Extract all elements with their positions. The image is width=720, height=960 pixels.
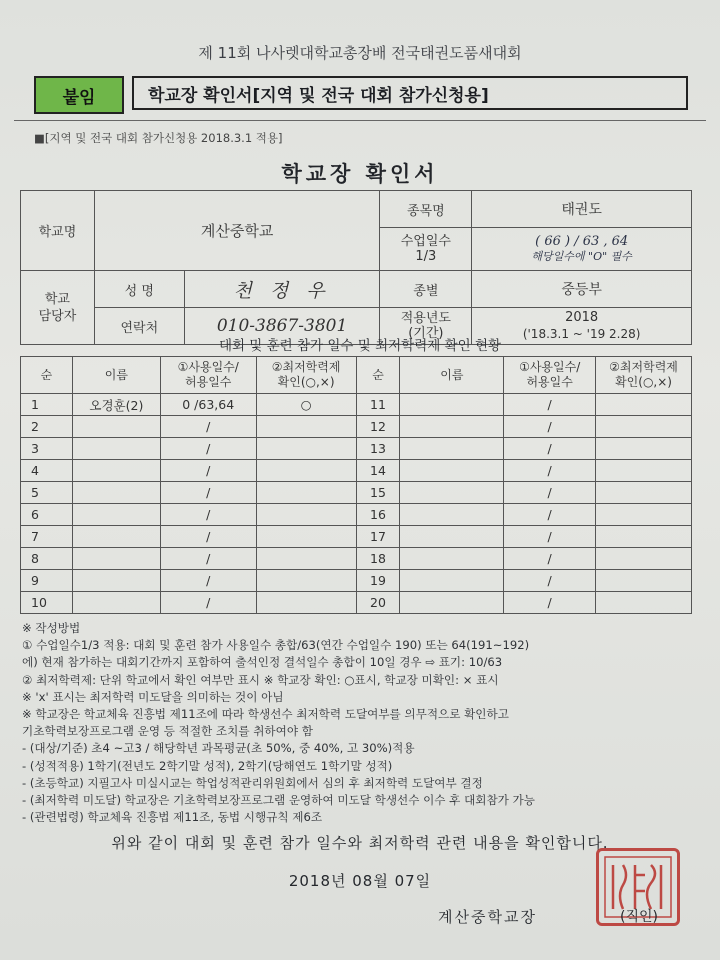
instruction-line: - (성적적용) 1학기(전년도 2학기말 성적), 2학기(당해연도 1학기말 성적): [22, 758, 393, 773]
instructions: [22, 620, 702, 826]
row-number: 2: [21, 416, 73, 438]
row-name: [72, 416, 160, 438]
col-days-2: 허용일수: [185, 375, 232, 389]
row-days: /: [160, 526, 256, 548]
row-name: [400, 570, 504, 592]
division-label: 종별: [380, 271, 472, 308]
row-name: [72, 570, 160, 592]
row-name: [72, 482, 160, 504]
col-name: 이름: [72, 357, 160, 394]
row-number: 1: [21, 394, 73, 416]
row-check: [596, 526, 692, 548]
section-title: 대회 및 훈련 참가 일수 및 최저학력제 확인 현황: [218, 338, 502, 354]
row-name: [400, 460, 504, 482]
row-name: [72, 548, 160, 570]
row-check: [596, 548, 692, 570]
row-days: /: [160, 504, 256, 526]
row-check: [256, 504, 356, 526]
contact-value: 010-3867-3801: [184, 308, 380, 345]
row-days: /: [160, 570, 256, 592]
days-note: 해당일수에 "O" 필수: [531, 250, 632, 263]
days-label-fraction: 1/3: [415, 249, 437, 264]
row-number: 16: [356, 504, 400, 526]
row-check: [256, 548, 356, 570]
seal-label: (직인): [620, 909, 658, 925]
table-row: [21, 394, 692, 416]
row-check: [256, 460, 356, 482]
row-days: /: [160, 592, 256, 614]
confirm-statement: 위와 같이 대회 및 훈련 참가 일수와 최저학력 관련 내용을 확인합니다.: [111, 834, 609, 852]
attachment-tag: 붙임: [34, 76, 124, 114]
row-name: [400, 526, 504, 548]
table-row: [21, 460, 692, 482]
year-range: ('18.3.1 ~ '19 2.28): [522, 327, 641, 341]
instruction-line: ※ 'x' 표시는 최저학력 미도달을 의미하는 것이 아님: [22, 689, 284, 704]
row-check: [596, 416, 692, 438]
row-check: ○: [256, 394, 356, 416]
row-days: /: [160, 482, 256, 504]
row-days: /: [504, 394, 596, 416]
row-check: [256, 482, 356, 504]
row-days: /: [504, 438, 596, 460]
row-number: 3: [21, 438, 73, 460]
col-days-right: ①사용일수/: [519, 360, 581, 374]
row-days: /: [504, 548, 596, 570]
instruction-line: ※ 작성방법: [22, 621, 81, 635]
row-name: [400, 438, 504, 460]
col-min-right-2: 확인(○,×): [615, 375, 672, 389]
division-value: 중등부: [472, 271, 692, 308]
col-no-right: 순: [356, 357, 400, 394]
row-name: [400, 416, 504, 438]
contact-label: 연락처: [94, 308, 184, 345]
row-name: [72, 592, 160, 614]
instruction-line: ※ 학교장은 학교체육 진흥법 제11조에 따라 학생선수 최저학력 도달여부를 의무적으로 확인하고: [22, 707, 509, 722]
instruction-line: - (최저학력 미도달) 학교장은 기초학력보장프로그램 운영하여 미도달 학생선수 이수 후 대회참가 가능: [22, 793, 535, 808]
instruction-line: - (초등학교) 지필고사 미실시교는 학업성적관리위원회에서 심의 후 최저학력 도달여부 결정: [22, 775, 483, 790]
applicable-note: ■[지역 및 전국 대회 참가신청용 2018.3.1 적용]: [34, 131, 283, 145]
row-name: [400, 592, 504, 614]
days-label: 수업일수: [400, 234, 451, 249]
row-number: 5: [21, 482, 73, 504]
row-name: [400, 482, 504, 504]
divider: [14, 120, 706, 121]
info-table: [20, 190, 692, 345]
row-check: [596, 460, 692, 482]
row-name: [72, 438, 160, 460]
row-days: /: [504, 504, 596, 526]
year-value: 2018: [565, 310, 599, 325]
row-name: [400, 504, 504, 526]
event-title: 제 11회 나사렛대학교총장배 전국태권도품새대회: [198, 44, 522, 62]
sport-value: 태권도: [472, 191, 692, 228]
row-days: /: [504, 592, 596, 614]
instruction-line: ② 최저학력제: 단위 학교에서 확인 여부만 표시 ※ 학교장 확인: ○표시, 학교장 미확인: × 표시: [22, 672, 499, 687]
row-check: [256, 592, 356, 614]
row-days: /: [504, 416, 596, 438]
col-min-2: 확인(○,×): [277, 375, 335, 389]
row-check: [596, 482, 692, 504]
row-number: 15: [356, 482, 400, 504]
year-label: 적용년도: [400, 311, 451, 326]
col-days-right-2: 허용일수: [526, 375, 573, 389]
days-value: ( 66 ) / 63 , 64: [535, 234, 629, 249]
row-number: 12: [356, 416, 400, 438]
school-label: 학교명: [21, 191, 95, 271]
row-check: [596, 592, 692, 614]
school-value: 계산중학교: [94, 191, 380, 271]
instruction-line: 에) 현재 참가하는 대회기간까지 포함하여 출석인정 결석일수 총합이 10일 경우 ⇨ 표기: 10/63: [22, 655, 503, 670]
row-number: 17: [356, 526, 400, 548]
row-days: /: [504, 482, 596, 504]
row-number: 13: [356, 438, 400, 460]
instruction-line: - (대상/기준) 초4 ~고3 / 해당학년 과목평균(초 50%, 중 40%, 고 30%)적용: [22, 741, 415, 756]
signer: 계산중학교장: [438, 908, 537, 926]
row-name: [72, 526, 160, 548]
manager-label-2: 담당자: [38, 308, 77, 324]
table-row: [21, 438, 692, 460]
row-check: [256, 416, 356, 438]
row-check: [596, 394, 692, 416]
row-number: 9: [21, 570, 73, 592]
row-days: /: [160, 460, 256, 482]
name-label: 성 명: [94, 271, 184, 308]
participation-table: [20, 356, 692, 614]
instruction-line: 기초학력보장프로그램 운영 등 적절한 조치를 취하여야 함: [22, 724, 313, 739]
table-row: [21, 570, 692, 592]
row-number: 18: [356, 548, 400, 570]
row-name: [400, 394, 504, 416]
row-days: /: [160, 438, 256, 460]
sport-label: 종목명: [380, 191, 472, 228]
row-name: [72, 460, 160, 482]
row-number: 8: [21, 548, 73, 570]
row-number: 20: [356, 592, 400, 614]
issue-date: 2018년 08월 07일: [288, 872, 432, 890]
col-days: ①사용일수/: [177, 360, 239, 374]
attachment-title: 학교장 확인서[지역 및 전국 대회 참가신청용]: [132, 76, 688, 110]
year-label-2: (기간): [408, 326, 444, 341]
table-row: [21, 416, 692, 438]
col-min-right: ②최저학력제: [609, 360, 678, 374]
row-check: [596, 504, 692, 526]
row-name: [72, 504, 160, 526]
name-value: 천 정 우: [184, 271, 380, 308]
row-number: 7: [21, 526, 73, 548]
row-number: 19: [356, 570, 400, 592]
manager-label: 학교: [44, 291, 70, 307]
row-number: 6: [21, 504, 73, 526]
instruction-line: ① 수업일수1/3 적용: 대회 및 훈련 참가 사용일수 총합/63(연간 수업일수 190) 또는 64(191~192): [22, 638, 530, 653]
table-row: [21, 526, 692, 548]
row-number: 14: [356, 460, 400, 482]
row-days: /: [160, 548, 256, 570]
row-number: 11: [356, 394, 400, 416]
row-check: [256, 526, 356, 548]
document-title: 학교장 확인서: [281, 162, 439, 186]
row-name: [400, 548, 504, 570]
col-min: ②최저학력제: [271, 360, 341, 374]
col-name-right: 이름: [400, 357, 504, 394]
table-row: [21, 504, 692, 526]
row-name: 오경훈(2): [72, 394, 160, 416]
table-row: [21, 548, 692, 570]
row-days: /: [504, 570, 596, 592]
row-days: /: [160, 416, 256, 438]
row-days: 0 /63,64: [160, 394, 256, 416]
table-row: [21, 482, 692, 504]
row-days: /: [504, 460, 596, 482]
instruction-line: - (관련법령) 학교체육 진흥법 제11조, 동법 시행규칙 제6조: [22, 810, 323, 825]
row-check: [256, 570, 356, 592]
row-check: [596, 570, 692, 592]
row-check: [596, 438, 692, 460]
row-check: [256, 438, 356, 460]
table-row: [21, 592, 692, 614]
row-days: /: [504, 526, 596, 548]
col-no: 순: [21, 357, 73, 394]
row-number: 4: [21, 460, 73, 482]
row-number: 10: [21, 592, 73, 614]
